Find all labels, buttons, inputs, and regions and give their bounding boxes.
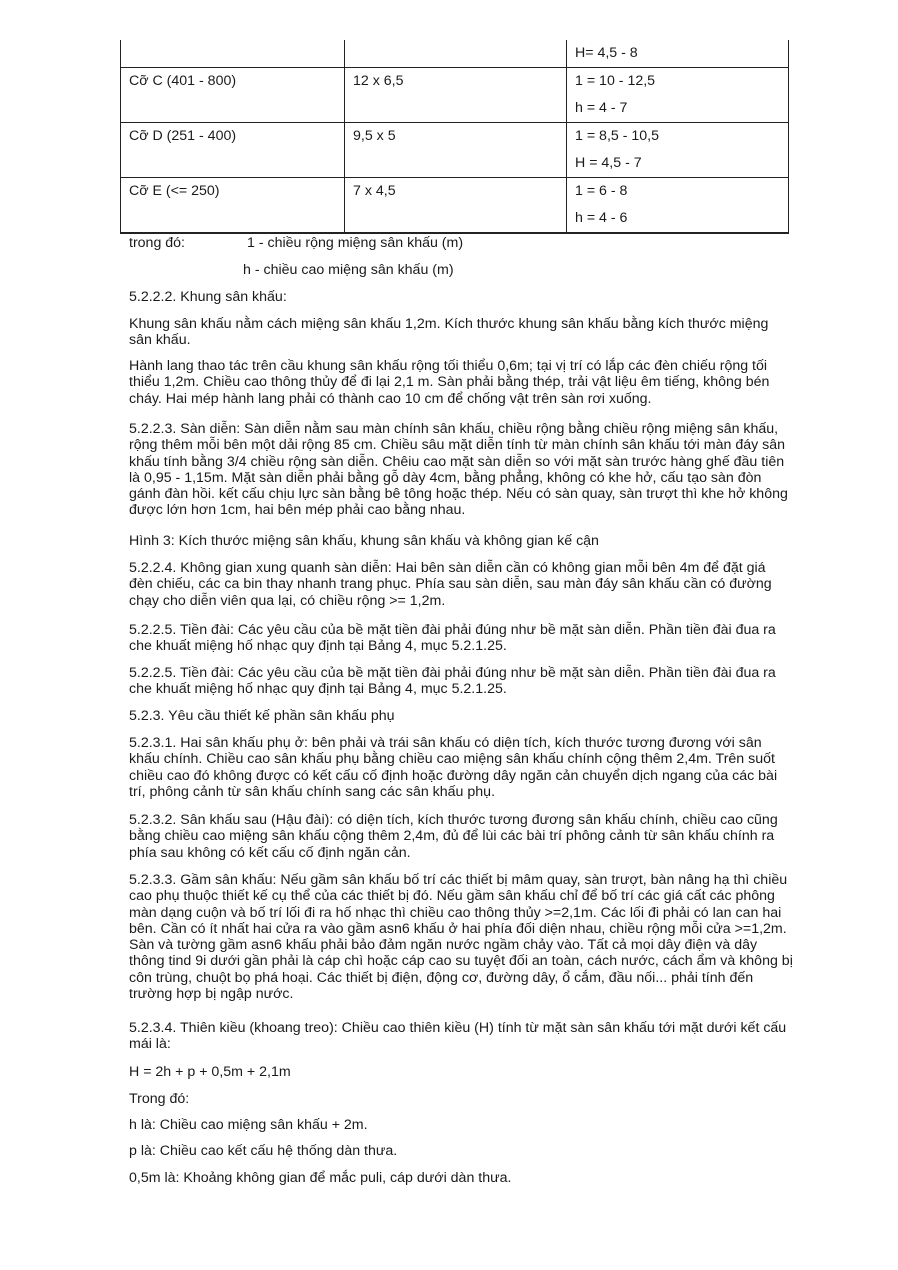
section-heading: 5.2.3. Yêu cầu thiết kế phần sân khấu phụ — [129, 708, 395, 724]
paragraph: 5.2.3.3. Gầm sân khấu: Nếu gầm sân khấu bố trí các thiết bị mâm quay, sàn trượt, bàn nâng hạ thì chiều cao phụ thuộc thiết kế cụ thể của các thiết bị đó. Nếu gầm sân khấu chỉ để bố trí các giá cất các phông màn dạng cuộn và bố trí lối đi ra hố nhạc thì chiều cao thông thủy >=2,1m. Các lối đi phải có lan can hai bên. Cần có ít nhất hai cửa ra vào gầm asn6 khấu ở hai phía đối diện nhau, chiều rộng mỗi cửa >=1,2m. Sàn và tường gầm asn6 khấu phải bảo đảm ngăn nước ngầm chảy vào. Tất cả mọi dây điện và dây thông tind 9i dưới gần phải là cáp chì hoặc cáp cao su tuyệt đối an toàn, cách nước, cách ẩm và không bị côn trùng, chuột bọ phá hoại. Các thiết bị điện, động cơ, đường dây, ổ cắm, đầu nối... phải tính đến trường hợp bị ngập nước. — [129, 872, 793, 1003]
legend-label: trong đó: — [129, 235, 186, 251]
range-line: 1 = 10 - 12,5 — [575, 73, 656, 89]
table-cell-size: Cỡ D (251 - 400) — [121, 123, 345, 178]
stage-size-table — [120, 40, 789, 234]
paragraph: 5.2.3.1. Hai sân khấu phụ ở: bên phải và trái sân khấu có diện tích, kích thước tương đương với sân khấu chính. Chiều cao sân khấu phụ bằng chiều cao miệng sân khấu chính cộng thêm 2,4m. Trên suốt chiều cao đó không được có kết cấu cố định hoặc đường dây ngăn cản chuyển dịch ngang của các bài trí, phông cảnh từ sân khấu chính sang các sân khấu phụ. — [129, 735, 778, 800]
table-cell-range — [567, 123, 789, 178]
paragraph: 5.2.3.4. Thiên kiều (khoang treo): Chiều cao thiên kiều (H) tính từ mặt sàn sân khấu tới mặt dưới kết cấu mái là: — [129, 1020, 787, 1053]
paragraph: 5.2.2.5. Tiền đài: Các yêu cầu của bề mặt tiền đài phải đúng như bề mặt sàn diễn. Phần tiền đài đua ra che khuất miệng hố nhạc quy định tại Bảng 4, mục 5.2.1.25. — [129, 665, 776, 698]
paragraph: p là: Chiều cao kết cấu hệ thống dàn thưa. — [129, 1143, 398, 1159]
table-row — [121, 40, 789, 68]
table-row — [121, 68, 789, 123]
table-cell-dimension: 7 x 4,5 — [345, 178, 567, 234]
range-line: H= 4,5 - 8 — [575, 45, 638, 61]
legend-width: 1 - chiều rộng miệng sân khấu (m) — [247, 235, 464, 251]
range-line: h = 4 - 7 — [575, 100, 628, 116]
paragraph: 5.2.2.3. Sàn diễn: Sàn diễn nằm sau màn chính sân khấu, chiều rộng bằng chiều rộng miệng sân khấu, rộng thêm mỗi bên một dải rộng 85 cm. Chiều sâu mặt diễn tính từ màn chính sân khấu tới màn đáy sân khấu tính bằng 3/4 chiều rộng sàn diễn. Chêiu cao mặt sàn diễn so với mặt sàn trước hàng ghế đầu tiên là 0,95 - 1,15m. Mặt sàn diễn phải bằng gỗ dày 4cm, bằng phẳng, không có khe hở, cấu tạo sàn đòn gánh đàn hồi. kết cấu chịu lực sàn bằng bê tông hoặc thép. Nếu có sàn quay, sàn trượt thì khe hở không được lớn hơn 1cm, hai bên mép phải cao bằng nhau. — [129, 421, 788, 519]
range-line: H = 4,5 - 7 — [575, 155, 642, 171]
paragraph: 5.2.3.2. Sân khấu sau (Hậu đài): có diện tích, kích thước tương đương sân khấu chính, chiều cao cũng bằng chiều cao miệng sân khấu cộng thêm 2,4m, đủ để lùi các bài trí phông cảnh từ sân khấu chính ra phía sau không có kết cấu cố định ngăn cản. — [129, 812, 778, 861]
table-cell-dimension — [345, 40, 567, 68]
table-cell-dimension: 12 x 6,5 — [345, 68, 567, 123]
table-cell-dimension: 9,5 x 5 — [345, 123, 567, 178]
range-line: 1 = 6 - 8 — [575, 183, 628, 199]
table-cell-range — [567, 40, 789, 68]
table-row — [121, 123, 789, 178]
paragraph: Khung sân khấu nằm cách miệng sân khấu 1,2m. Kích thước khung sân khấu bằng kích thước miệng sân khấu. — [129, 316, 769, 349]
table-row — [121, 178, 789, 234]
table-cell-size: Cỡ E (<= 250) — [121, 178, 345, 234]
range-line: h = 4 - 6 — [575, 210, 628, 226]
paragraph: 0,5m là: Khoảng không gian để mắc puli, cáp dưới dàn thưa. — [129, 1170, 512, 1186]
paragraph: 5.2.2.5. Tiền đài: Các yêu cầu của bề mặt tiền đài phải đúng như bề mặt sàn diễn. Phần tiền đài đua ra che khuất miệng hố nhạc quy định tại Bảng 4, mục 5.2.1.25. — [129, 622, 776, 655]
range-line: 1 = 8,5 - 10,5 — [575, 128, 660, 144]
table-cell-range — [567, 178, 789, 234]
paragraph: 5.2.2.4. Không gian xung quanh sàn diễn: Hai bên sàn diễn cần có không gian mỗi bên 4m để đặt giá đèn chiếu, các ca bin thay nhanh trang phục. Phía sau sàn diễn, sau màn đáy sân khấu cần có đường chạy cho diễn viên qua lại, có chiều rộng >= 1,2m. — [129, 560, 772, 609]
paragraph: h là: Chiều cao miệng sân khấu + 2m. — [129, 1117, 368, 1133]
legend-height: h - chiều cao miệng sân khấu (m) — [243, 262, 454, 278]
formula: H = 2h + p + 0,5m + 2,1m — [129, 1064, 291, 1080]
figure-caption: Hình 3: Kích thước miệng sân khấu, khung sân khấu và không gian kế cận — [129, 533, 599, 549]
paragraph: Hành lang thao tác trên cầu khung sân khấu rộng tối thiểu 0,6m; tại vị trí có lắp các đèn chiếu rộng tối thiểu 1,2m. Chiều cao thông thủy để đi lại 2,1 m. Sàn phải bằng thép, trải vật liệu êm tiếng, không bén cháy. Hai mép hành lang phải có thành cao 10 cm để chống vật trên sàn rơi xuống. — [129, 358, 770, 407]
paragraph: Trong đó: — [129, 1091, 190, 1107]
table-cell-range — [567, 68, 789, 123]
heading-stage-frame: 5.2.2.2. Khung sân khấu: — [129, 289, 287, 305]
table-cell-size: Cỡ C (401 - 800) — [121, 68, 345, 123]
table-cell-size — [121, 40, 345, 68]
